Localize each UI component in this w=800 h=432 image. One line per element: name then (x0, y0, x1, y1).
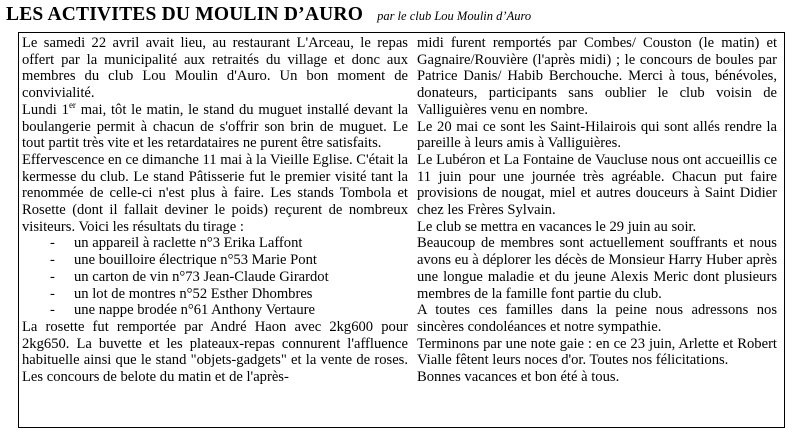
paragraph-muguet (22, 99, 408, 152)
article-title: LES ACTIVITES DU MOULIN D’AURO (6, 4, 364, 25)
paragraph-noces: Terminons par une note gaie : en ce 23 juin, Arlette et Robert Vialle fêtent leurs noces d'or. Toutes nos félicitations. (417, 335, 777, 369)
paragraph-saint-hilairois: Le 20 mai ce sont les Saint-Hilairois qui sont allés rendre la pareille à leurs amis à Valliguières. (417, 118, 777, 152)
paragraph-vacances: Le club se mettra en vacances le 29 juin au soir. (417, 218, 697, 235)
paragraph-bonnes-vacances: Bonnes vacances et bon été à tous. (417, 369, 620, 386)
prize-item (22, 286, 408, 303)
right-column (417, 35, 777, 427)
paragraph-condoleances: A toutes ces familles dans la peine nous adressons nos sincères condoléances et notre sympathie. (417, 302, 777, 335)
prize-text: un carton de vin n°73 Jean-Claude Girardot (74, 268, 329, 285)
list-dash: - (50, 302, 55, 319)
prize-text: une bouilloire électrique n°53 Marie Pont (74, 252, 317, 269)
prize-item (22, 252, 408, 269)
ordinal-superscript: er (68, 99, 76, 110)
list-dash: - (50, 285, 55, 302)
muguet-date: Lundi 1 (22, 101, 69, 118)
list-dash: - (50, 268, 55, 285)
prize-item (22, 235, 408, 252)
article-frame (18, 32, 785, 428)
paragraph-rosette: La rosette fut remportée par André Haon avec 2kg600 pour 2kg650. La buvette et les plateaux-repas connurent l'affluence habituelle ainsi que le stand "objets-gadgets" et la vente de roses. Les concours de belote du matin et de l'après- (22, 318, 408, 386)
prize-text: une nappe brodée n°61 Anthony Vertaure (74, 302, 316, 319)
paragraph-luberon: Le Lubéron et La Fontaine de Vaucluse nous ont accueillis ce 11 juin pour une journée très agréable. Chacun put faire provisions de nougat, miel et autres douceurs à Saint Didier chez les Frères Sylvain. (417, 151, 777, 219)
list-dash: - (50, 235, 55, 252)
article-byline: par le club Lou Moulin d’Auro (377, 9, 532, 23)
prize-text: un appareil à raclette n°3 Erika Laffont (74, 235, 303, 252)
prize-item (22, 302, 408, 319)
paragraph-concours: midi furent remportés par Combes/ Couston (le matin) et Gagnaire/Rouvière (l'après midi) ; le concours de boules par Patrice Danis/ Habib Berchouche. Merci à tous, bénévoles, donateurs, participants sans oublier le club voisin de Valliguières venu en nombre. (417, 35, 777, 118)
article-header (6, 4, 531, 30)
paragraph-kermesse: Effervescence en ce dimanche 11 mai à la Vieille Eglise. C'était la kermesse du club. Le stand Pâtisserie fut le premier visité tant la renommée de celle-ci n'est plus à faire. Les stands Tombola et Rosette (dont il fallait deviner le poids) reçurent de nombreux visiteurs. Voici les résultats du tirage : (22, 151, 408, 235)
muguet-text: mai, tôt le matin, le stand du muguet installé devant la boulangerie permit à chacun de s'offrir son brin de muguet. Le tout partit très vite et les retardataires ne purent être satisfaits. (22, 101, 408, 152)
paragraph-membres: Beaucoup de membres sont actuellement souffrants et nous avons eu à déplorer les décès de Monsieur Harry Huber après une longue maladie et du jeune Alexis Meric dont plusieurs membres de la famille font partie du club. (417, 235, 777, 302)
paragraph-repas: Le samedi 22 avril avait lieu, au restaurant L'Arceau, le repas offert par la municipalité aux retraités du village et donc aux membres du club Lou Moulin d'Auro. Un bon moment de convivialité. (22, 35, 408, 102)
prize-item (22, 269, 408, 286)
prize-list (22, 235, 408, 319)
list-dash: - (50, 252, 55, 269)
prize-text: un lot de montres n°52 Esther Dhombres (74, 285, 313, 302)
left-column (22, 35, 408, 427)
